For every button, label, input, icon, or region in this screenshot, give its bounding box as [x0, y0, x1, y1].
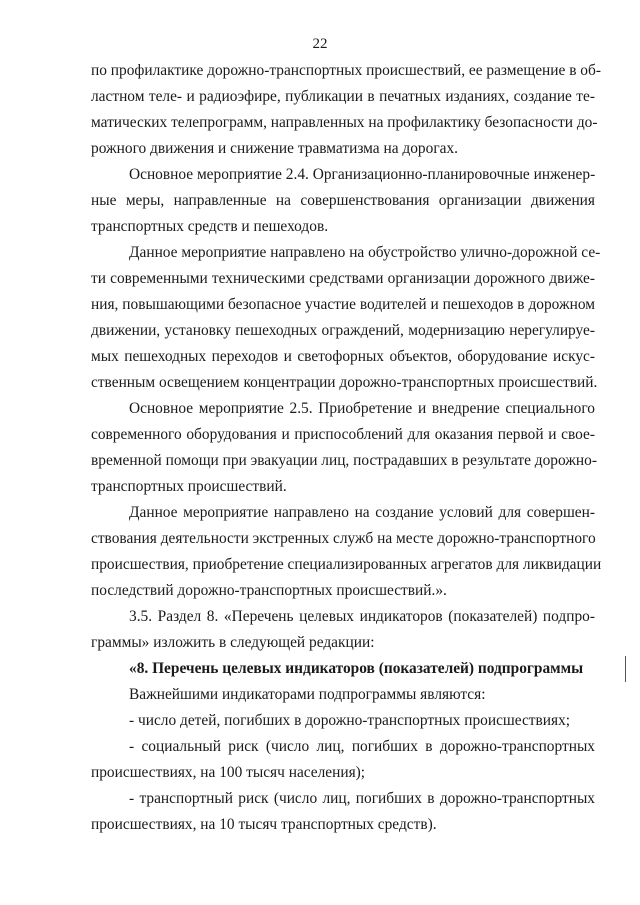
text-line: - социальный риск (число лиц, погибших в дорожно-транспортных — [129, 738, 595, 755]
paragraph — [91, 162, 595, 240]
text-line: ти современными техническими средствами организации дорожного движе- — [91, 270, 595, 287]
section-heading — [91, 656, 595, 682]
paragraph — [91, 500, 602, 604]
text-line: происшествиях, на 10 тысяч транспортных средств). — [91, 816, 437, 833]
text-line: рожного движения и снижение травматизма на дорогах. — [91, 140, 459, 157]
text-line: 3.5. Раздел 8. «Перечень целевых индикаторов (показателей) подпро- — [129, 608, 595, 625]
text-line: Важнейшими индикаторами подпрограммы являются: — [129, 686, 486, 703]
text-line: транспортных средств и пешеходов. — [91, 218, 329, 235]
text-line: ластном теле- и радиоэфире, публикации в печатных изданиях, создание те- — [91, 88, 595, 105]
paragraph — [91, 682, 595, 708]
text-line: - транспортный риск (число лиц, погибших в дорожно-транспортных — [129, 790, 595, 807]
text-line: ные меры, направленные на совершенствования организации движения — [91, 192, 595, 209]
paragraph — [91, 708, 595, 734]
text-line: мых пешеходных переходов и светофорных объектов, оборудование искус- — [91, 348, 595, 365]
text-line: матических телепрограмм, направленных на профилактику безопасности до- — [91, 114, 598, 131]
text-line: ния, повышающими безопасное участие водителей и пешеходов в дорожном — [91, 296, 595, 313]
page-number: 22 — [312, 36, 328, 52]
text-line: - число детей, погибших в дорожно-транспортных происшествиях; — [129, 712, 571, 729]
text-line: транспортных происшествий. — [91, 478, 287, 495]
text-line: Основное мероприятие 2.5. Приобретение и внедрение специального — [129, 400, 595, 417]
margin-mark — [625, 656, 626, 682]
paragraph — [91, 786, 595, 838]
text-line: по профилактике дорожно-транспортных происшествий, ее размещение в об- — [91, 62, 601, 79]
text-line: последствий дорожно-транспортных происшествий.». — [91, 582, 447, 599]
text-line: Данное мероприятие направлено на создание условий для совершен- — [129, 504, 595, 521]
paragraph — [91, 58, 601, 162]
paragraph — [91, 734, 595, 786]
text-line: ствования деятельности экстренных служб на месте дорожно-транспортного — [91, 530, 596, 547]
text-line: происшествия, приобретение специализированных агрегатов для ликвидации — [91, 556, 602, 573]
text-line: граммы» изложить в следующей редакции: — [91, 634, 375, 651]
text-line: временной помощи при эвакуации лиц, пострадавших в результате дорожно- — [91, 452, 597, 469]
text-line: «8. Перечень целевых индикаторов (показателей) подпрограммы — [129, 660, 584, 677]
text-line: Основное мероприятие 2.4. Организационно-планировочные инженер- — [129, 166, 596, 183]
paragraph — [91, 604, 595, 656]
text-line: движении, установку пешеходных ограждений, модернизацию нерегулируе- — [91, 322, 595, 339]
text-line: происшествиях, на 100 тысяч населения); — [91, 764, 366, 781]
paragraph — [91, 396, 595, 500]
text-line: Данное мероприятие направлено на обустройство улично-дорожной се- — [129, 244, 601, 261]
paragraph — [91, 240, 601, 396]
document-body — [91, 58, 602, 838]
text-line: ственным освещением концентрации дорожно-транспортных происшествий. — [91, 374, 598, 391]
text-line: современного оборудования и приспособлений для оказания первой и свое- — [91, 426, 595, 443]
